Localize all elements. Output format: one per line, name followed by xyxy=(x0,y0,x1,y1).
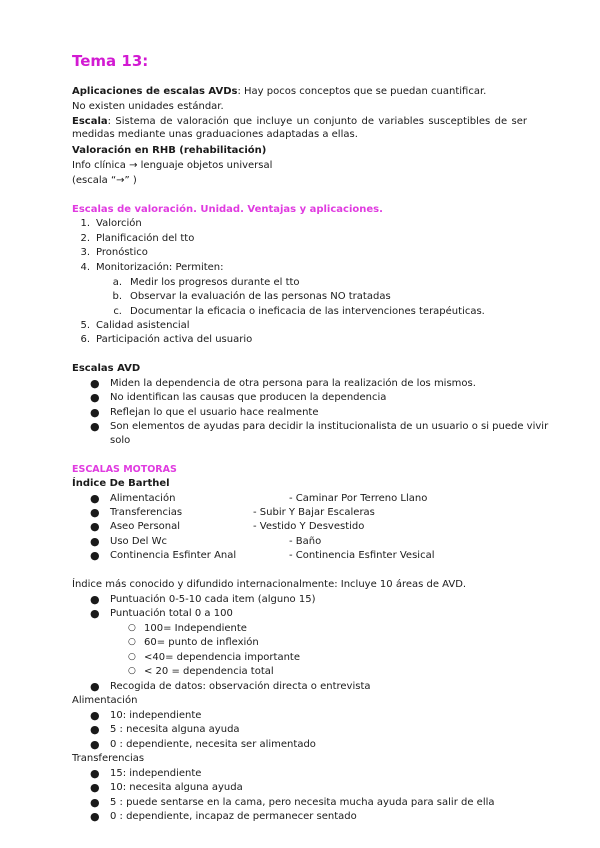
escala-label: Escala xyxy=(72,116,108,127)
barthel-item: Aseo Personal xyxy=(110,521,181,532)
bullet-icon: ● xyxy=(90,406,100,419)
bullet-icon: ● xyxy=(90,593,100,606)
transferencias-label: Transferencias xyxy=(72,753,145,764)
barthel-item: - Continencia Esfinter Vesical xyxy=(289,550,435,561)
bullet-icon: ● xyxy=(90,709,100,722)
list-item: 0 : dependiente, necesita ser alimentado xyxy=(110,739,316,750)
list-item: Puntuación total 0 a 100 xyxy=(110,608,233,619)
sub-list-item: c. Documentar la eficacia o ineficacia de las intervenciones terapéuticas. xyxy=(113,306,485,317)
list-item: No identifican las causas que producen la dependencia xyxy=(110,392,387,403)
list-item: Puntuación 0-5-10 cada item (alguno 15) xyxy=(110,594,316,605)
rhb-heading: Valoración en RHB (rehabilitación) xyxy=(72,145,267,156)
sub-list-item: 100= Independiente xyxy=(144,623,247,634)
bullet-icon: ● xyxy=(90,607,100,620)
bullet-icon: ● xyxy=(90,723,100,736)
barthel-item: Uso Del Wc xyxy=(110,536,168,547)
barthel-item: - Vestido Y Desvestido xyxy=(253,521,365,532)
bullet-icon: ● xyxy=(90,810,100,823)
list-item: 6. Participación activa del usuario xyxy=(80,334,253,345)
list-item: 10: necesita alguna ayuda xyxy=(110,782,243,793)
bullet-icon: ● xyxy=(90,420,100,433)
bullet-icon: ● xyxy=(90,738,100,751)
list-item: Reflejan lo que el usuario hace realmente xyxy=(110,407,319,418)
list-item: 0 : dependiente, incapaz de permanecer sentado xyxy=(110,811,357,822)
barthel-item: - Subir Y Bajar Escaleras xyxy=(253,507,375,518)
list-item: 1. Valorción xyxy=(80,218,142,229)
escala-text: : Sistema de valoración que incluye un conjunto de variables susceptibles de ser medidas mediante unas graduaciones adaptadas a ellas. xyxy=(72,116,527,140)
barthel-item: Transferencias xyxy=(110,507,183,518)
barthel-item: Alimentación xyxy=(110,493,176,504)
bullet-icon: ● xyxy=(90,549,100,562)
known-text: Índice más conocido y difundido internacionalmente: Incluye 10 áreas de AVD. xyxy=(72,579,467,590)
barthel-item: - Caminar Por Terreno Llano xyxy=(289,493,428,504)
info-text: Info clínica → lenguaje objetos universal xyxy=(72,160,273,171)
list-item: 5 : puede sentarse en la cama, pero necesita mucha ayuda para salir de ella xyxy=(110,797,495,808)
barthel-item: Continencia Esfinter Anal xyxy=(110,550,237,561)
sub-list-item: b. Observar la evaluación de las personas NO tratadas xyxy=(112,291,391,302)
sub-list-item: <40= dependencia importante xyxy=(144,652,300,663)
escala-arrow-text: (escala “→” ) xyxy=(72,175,137,186)
avd-line xyxy=(72,85,486,98)
list-item-continuation: solo xyxy=(110,435,131,446)
bullet-icon: ● xyxy=(90,506,100,519)
page-title: Tema 13: xyxy=(72,52,149,70)
list-item: Miden la dependencia de otra persona para la realización de los mismos. xyxy=(110,378,476,389)
list-item: 5 : necesita alguna ayuda xyxy=(110,724,240,735)
alimentacion-label: Alimentación xyxy=(72,695,138,706)
list-item: 4. Monitorización: Permiten: xyxy=(80,262,224,273)
sub-list-item: 60= punto de inflexión xyxy=(144,637,259,648)
bullet-icon: ● xyxy=(90,680,100,693)
circle-bullet-icon: ○ xyxy=(128,652,136,662)
motoras-heading: ESCALAS MOTORAS xyxy=(72,464,177,475)
sub-list-item: a. Medir los progresos durante el tto xyxy=(112,277,300,288)
bullet-icon: ● xyxy=(90,781,100,794)
sub-list-item: < 20 = dependencia total xyxy=(144,666,274,677)
bullet-icon: ● xyxy=(90,377,100,390)
no-units-text: No existen unidades estándar. xyxy=(72,101,224,112)
bullet-icon: ● xyxy=(90,492,100,505)
barthel-heading: Índice De Barthel xyxy=(72,478,170,489)
circle-bullet-icon: ○ xyxy=(128,637,136,647)
circle-bullet-icon: ○ xyxy=(128,623,136,633)
escala-paragraph xyxy=(72,115,527,141)
avd-label: Aplicaciones de escalas AVDs xyxy=(72,86,238,97)
list-item: 2. Planificación del tto xyxy=(80,233,195,244)
bullet-icon: ● xyxy=(90,767,100,780)
escalas-heading: Escalas de valoración. Unidad. Ventajas y aplicaciones. xyxy=(72,204,383,215)
bullet-icon: ● xyxy=(90,520,100,533)
list-item: 10: independiente xyxy=(110,710,202,721)
avd-text: : Hay pocos conceptos que se puedan cuantificar. xyxy=(237,86,487,97)
bullet-icon: ● xyxy=(90,535,100,548)
bullet-icon: ● xyxy=(90,796,100,809)
list-item: Recogida de datos: observación directa o entrevista xyxy=(110,681,371,692)
list-item: 15: independiente xyxy=(110,768,202,779)
bullet-icon: ● xyxy=(90,391,100,404)
barthel-item: - Baño xyxy=(289,536,322,547)
list-item: 3. Pronóstico xyxy=(80,247,148,258)
avd-heading: Escalas AVD xyxy=(72,363,141,374)
list-item: Son elementos de ayudas para decidir la institucionalista de un usuario o si puede vivir xyxy=(110,421,549,432)
list-item: 5. Calidad asistencial xyxy=(80,320,190,331)
circle-bullet-icon: ○ xyxy=(128,666,136,676)
